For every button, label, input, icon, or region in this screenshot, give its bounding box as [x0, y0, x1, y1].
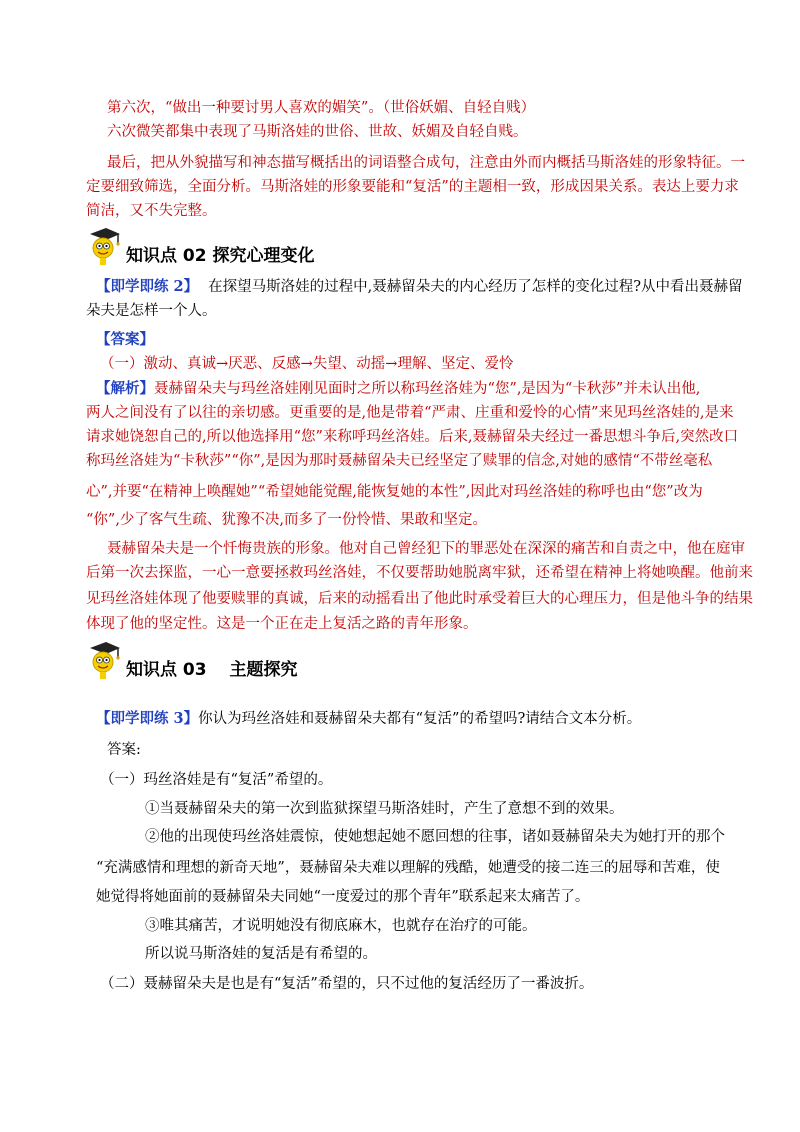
exercise-3-answer-line-4: “充满感情和理想的新奇天地”，聂赫留朵夫难以理解的残酷，她遭受的接二连三的屈辱和苦难，使: [96, 860, 720, 876]
exercise-2-explanation-line-1: [96, 379, 700, 399]
exercise-2-explanation-line-3: 请求她饶恕自己的,所以他选择用“您”来称呼玛丝洛娃。后来,聂赫留朵夫经过一番思想斗争后,突然改口: [86, 429, 739, 445]
exercise-3-answer-line-6: ③唯其痛苦，才说明她没有彻底麻木，也就存在治疗的可能。: [145, 918, 537, 934]
exercise-3-answer-line-8: （二）聂赫留朵夫是也是有“复活”希望的，只不过他的复活经历了一番波折。: [100, 976, 594, 992]
exercise-2-question-line-1: [96, 277, 743, 297]
exercise-2-analysis-line-1: 聂赫留朵夫是一个忏悔贵族的形象。他对自己曾经犯下的罪恶处在深深的痛苦和自责之中，他在庭审: [107, 541, 745, 557]
exercise-3-answer-line-3: ②他的出现使玛丝洛娃震惊，使她想起她不愿回想的往事，诸如聂赫留朵夫为她打开的那个: [145, 829, 725, 845]
exercise-3-answer-line-5: 她觉得将她面前的聂赫留朵夫同她“一度爱过的那个青年”联系起来太痛苦了。: [96, 889, 590, 905]
exercise-2-explanation-text: 聂赫留朵夫与玛丝洛娃刚见面时之所以称玛丝洛娃为“您”,是因为“卡秋莎”并未认出他,: [154, 381, 701, 397]
intro-para-line-3: 简洁，又不失完整。: [86, 203, 217, 219]
section-heading-02: [86, 226, 315, 266]
scholar-mascot-icon: [86, 226, 120, 266]
exercise-3-answer-line-2: ①当聂赫留朵夫的第一次到监狱探望马斯洛娃时，产生了意想不到的效果。: [145, 801, 624, 817]
exercise-2-explanation-line-4: 称玛丝洛娃为“卡秋莎”“你”,是因为那时聂赫留朵夫已经坚定了赎罪的信念,对她的感情“不带丝毫私: [86, 453, 713, 469]
exercise-2-answer: （一）激动、真诚→厌恶、反感→失望、动摇→理解、坚定、爱怜: [100, 356, 514, 372]
exercise-2-analysis-line-4: 体现了他的坚定性。这是一个正在走上复活之路的青年形象。: [86, 616, 478, 632]
exercise-2-analysis-line-2: 后第一次去探监，一心一意要拯救玛丝洛娃，不仅要帮助她脱离牢狱，还希望在精神上将她唤醒。他前来: [86, 565, 753, 581]
exercise-3-answer-label: 答案:: [107, 742, 141, 758]
intro-line-1: 第六次，“做出一种要讨男人喜欢的媚笑”。（世俗妖媚、自轻自贱）: [107, 100, 536, 116]
intro-para-line-2: 定要细致筛选，全面分析。马斯洛娃的形象要能和“复活”的主题相一致，形成因果关系。表达上要力求: [86, 179, 739, 195]
exercise-3-tag: 【即学即练 3】: [96, 710, 199, 727]
exercise-3-question-text: 你认为玛丝洛娃和聂赫留朵夫都有“复活”的希望吗?请结合文本分析。: [198, 711, 642, 727]
exercise-2-tag: 【即学即练 2】: [96, 278, 199, 295]
intro-line-2: 六次微笑都集中表现了马斯洛娃的世俗、世故、妖媚及自轻自贱。: [107, 124, 528, 140]
section-heading-03: [86, 640, 298, 680]
exercise-2-answer-tag: 【答案】: [96, 331, 154, 348]
exercise-2-explanation-line-6: “你”,少了客气生疏、犹豫不决,而多了一份怜惜、果敢和坚定。: [86, 512, 488, 528]
exercise-2-analysis-line-3: 见玛丝洛娃体现了他要赎罪的真诚，后来的动摇看出了他此时承受着巨大的心理压力，但是他斗争的结果: [86, 591, 753, 607]
intro-para-line-1: 最后，把从外貌描写和神态描写概括出的词语整合成句，注意由外而内概括马斯洛娃的形象特征。一: [107, 155, 745, 171]
exercise-3-question: [96, 709, 641, 729]
exercise-2-explanation-line-2: 两人之间没有了以往的亲切感。更重要的是,他是带着“严肃、庄重和爱怜的心情”来见玛丝洛娃的,是来: [86, 405, 734, 421]
section-title-02: 知识点 02 探究心理变化: [126, 246, 315, 266]
exercise-3-answer-line-7: 所以说马斯洛娃的复活是有希望的。: [145, 946, 377, 962]
exercise-2-explanation-tag: 【解析】: [96, 380, 154, 397]
scholar-mascot-icon: [86, 640, 120, 680]
section-title-03: 知识点 03 主题探究: [126, 660, 298, 680]
exercise-3-answer-line-1: （一）玛丝洛娃是有“复活”希望的。: [100, 772, 333, 788]
exercise-2-question-line-2: 朵夫是怎样一个人。: [86, 303, 217, 319]
exercise-2-explanation-line-5: 心”,并要“在精神上唤醒她”“希望她能觉醒,能恢复她的本性”,因此对玛丝洛娃的称呼也由“您”改为: [86, 484, 703, 500]
exercise-2-question-text: 在探望马斯洛娃的过程中,聂赫留朵夫的内心经历了怎样的变化过程?从中看出聂赫留: [208, 279, 743, 295]
